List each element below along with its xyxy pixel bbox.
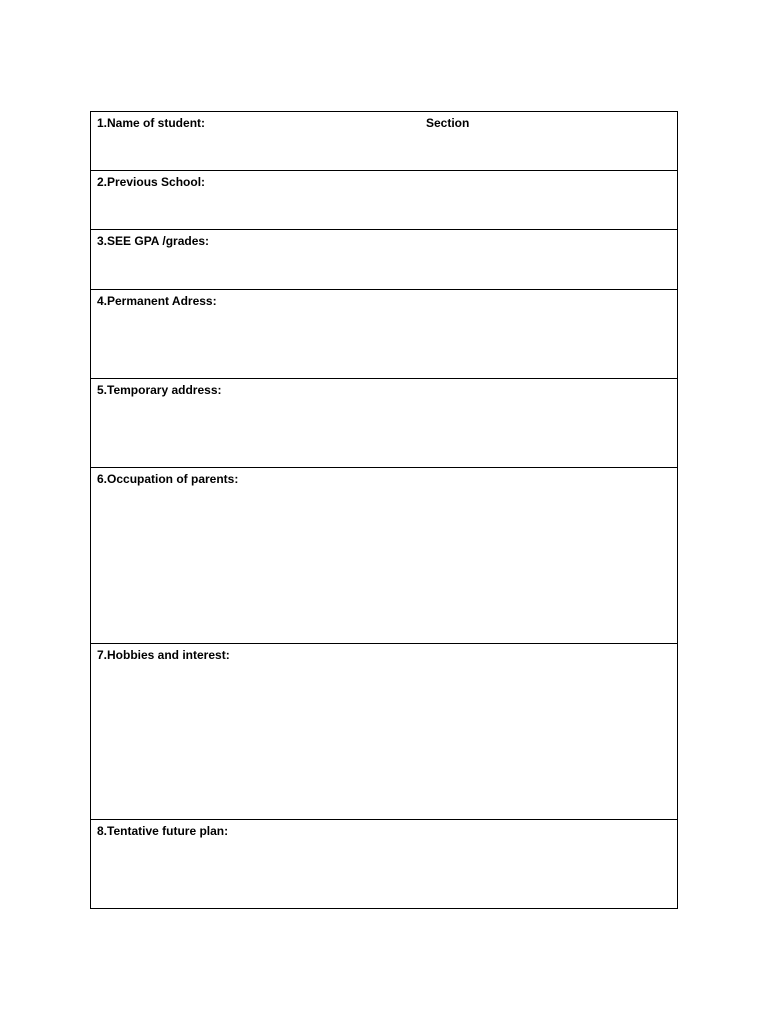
- tentative-future-plan-cell[interactable]: [91, 820, 678, 909]
- previous-school-label: 2.Previous School:: [97, 175, 206, 189]
- form-row-occupation-of-parents: [91, 468, 678, 644]
- student-info-form: [90, 111, 678, 909]
- form-row-see-gpa: [91, 230, 678, 290]
- form-row-name-of-student: [91, 112, 678, 171]
- form-row-temporary-address: [91, 379, 678, 468]
- section-label: Section: [426, 116, 470, 130]
- hobbies-and-interest-cell[interactable]: [91, 644, 678, 820]
- see-gpa-label: 3.SEE GPA /grades:: [97, 234, 210, 248]
- temporary-address-label: 5.Temporary address:: [97, 383, 222, 397]
- name-of-student-cell-content: [97, 116, 671, 170]
- form-row-hobbies-and-interest: [91, 644, 678, 820]
- temporary-address-cell[interactable]: [91, 379, 678, 468]
- see-gpa-cell[interactable]: [91, 230, 678, 290]
- previous-school-cell[interactable]: [91, 171, 678, 230]
- hobbies-and-interest-label: 7.Hobbies and interest:: [97, 648, 230, 662]
- permanent-address-label: 4.Permanent Adress:: [97, 294, 217, 308]
- name-of-student-label: 1.Name of student:: [97, 116, 206, 130]
- occupation-of-parents-cell[interactable]: [91, 468, 678, 644]
- name-of-student-cell[interactable]: [91, 112, 678, 171]
- form-row-tentative-future-plan: [91, 820, 678, 909]
- form-row-permanent-address: [91, 290, 678, 379]
- permanent-address-cell[interactable]: [91, 290, 678, 379]
- tentative-future-plan-label: 8.Tentative future plan:: [97, 824, 229, 838]
- form-row-previous-school: [91, 171, 678, 230]
- occupation-of-parents-label: 6.Occupation of parents:: [97, 472, 239, 486]
